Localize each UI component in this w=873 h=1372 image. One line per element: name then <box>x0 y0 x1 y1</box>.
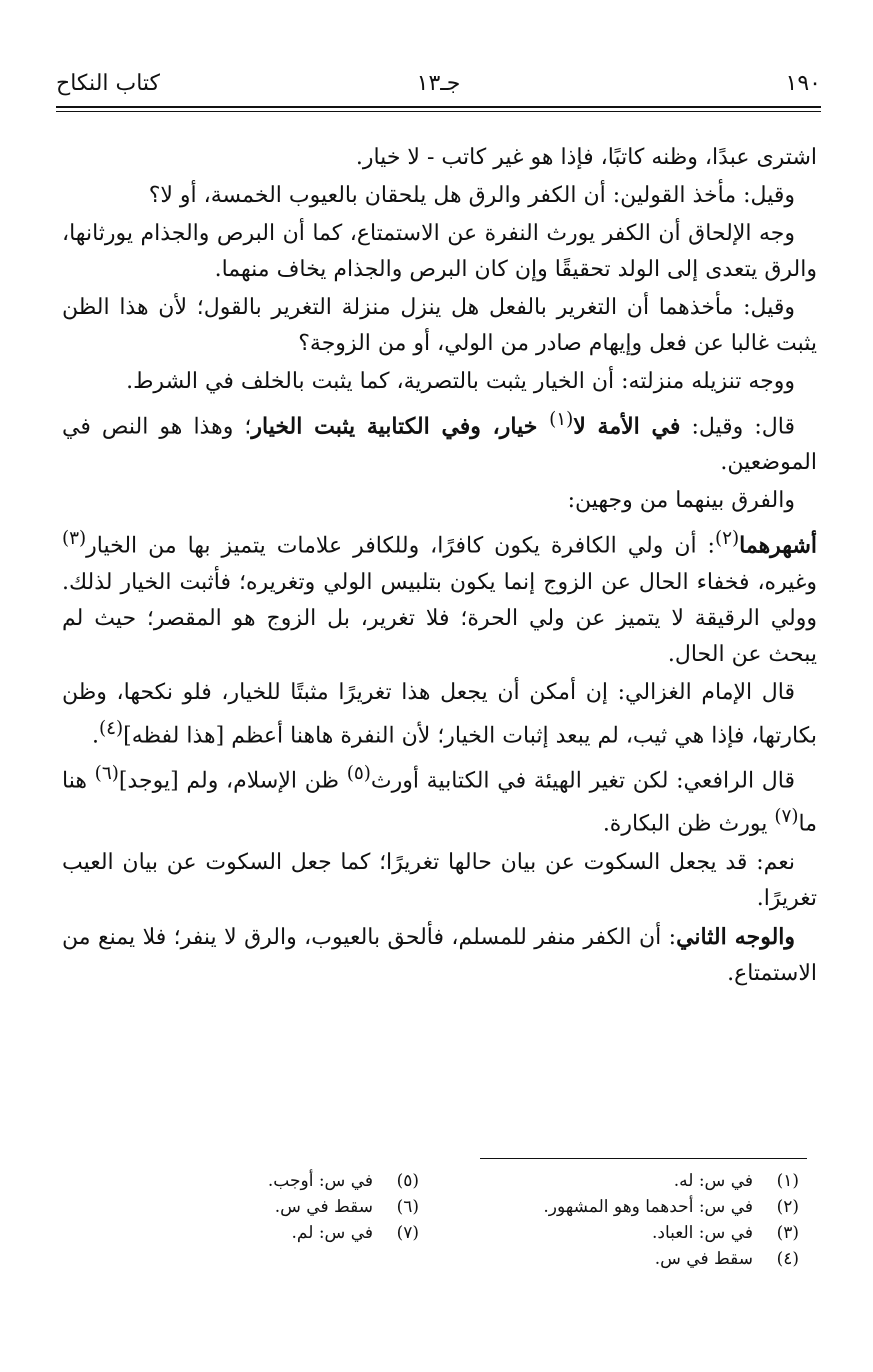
footnote-text: سقط في س. <box>654 1249 753 1269</box>
paragraph-text: قال: وقيل: <box>680 414 795 440</box>
paragraph: وجه الإلحاق أن الكفر يورث النفرة عن الاستمتاع، كما أن البرص والجذام يورثانها، والرق يتعدى إلى الولد تحقيقًا وإن كان البرص والجذام يخاف منهما. <box>62 221 817 282</box>
footnote <box>499 1220 799 1246</box>
book-title: كتاب النكاح <box>56 71 161 96</box>
footnote-ref[interactable]: (٣) <box>62 528 87 550</box>
footnote-ref[interactable]: (٥) <box>346 762 371 784</box>
footnotes <box>170 1168 799 1298</box>
footnote-number: (٧) <box>396 1223 419 1243</box>
footnote-number: (١) <box>776 1171 799 1191</box>
paragraph: ووجه تنزيله منزلته: أن الخيار يثبت بالتصرية، كما يثبت بالخلف في الشرط. <box>126 369 795 394</box>
paragraph-text: هنا ما <box>62 768 817 837</box>
footnote <box>499 1168 799 1194</box>
footnote-text: في س: أحدهما وهو المشهور. <box>543 1197 753 1217</box>
footnote <box>499 1246 799 1272</box>
header-rule <box>56 106 821 108</box>
footnote <box>499 1194 799 1220</box>
paragraph-text: . <box>91 722 99 748</box>
volume-label: جـ١٣ <box>416 71 461 96</box>
footnote-ref[interactable]: (٢) <box>714 528 740 550</box>
paragraph: اشترى عبدًا، وظنه كاتبًا، فإذا هو غير كاتب - لا خيار. <box>355 145 817 170</box>
paragraph: نعم: قد يجعل السكوت عن بيان حالها تغريرًا؛ كما جعل السكوت عن بيان العيب تغريرًا. <box>62 849 817 911</box>
paragraph: وقيل: مأخذ القولين: أن الكفر والرق هل يلحقان بالعيوب الخمسة، أو لا؟ <box>148 183 795 208</box>
paragraph <box>62 919 817 992</box>
footnote-number: (٣) <box>776 1223 799 1243</box>
paragraph <box>62 756 817 843</box>
footnote <box>119 1168 419 1194</box>
paragraph: وقيل: مأخذهما أن التغرير بالفعل هل ينزل منزلة التغرير بالقول؛ لأن هذا الظن يثبت غالبا عن فعل وإيهام صادر من الولي، أو من الزوجة؟ <box>62 295 817 356</box>
footnote-ref[interactable]: (١) <box>549 409 574 430</box>
footnote-number: (٢) <box>776 1197 799 1217</box>
footnote <box>119 1220 419 1246</box>
main-text <box>62 140 817 994</box>
footnote-ref[interactable]: (٧) <box>774 806 799 828</box>
paragraph-text: ظن الإسلام، ولم [يوجد] <box>118 768 347 794</box>
bold-lead: أشهرهما <box>739 532 817 559</box>
footnote-number: (٥) <box>396 1171 419 1191</box>
footnote-column-left <box>119 1168 419 1246</box>
footnote-text: في س: العباد. <box>652 1223 753 1243</box>
quoted-text: خيار، وفي الكتابية يثبت الخيار <box>251 413 550 440</box>
footnote-ref[interactable]: (٦) <box>94 762 119 784</box>
paragraph-text: قال الرافعي: لكن تغير الهيئة في الكتابية أورث <box>370 768 796 794</box>
paragraph <box>62 521 817 672</box>
footnote <box>119 1194 419 1220</box>
footnote-text: في س: له. <box>673 1171 753 1191</box>
footnote-number: (٤) <box>776 1249 799 1269</box>
running-header <box>56 64 821 102</box>
paragraph-text: قال الإمام الغزالي: إن أمكن أن يجعل هذا تغريرًا مثبتًا للخيار، فلو نكحها، وظن بكارتها، فإذا هي ثيب، لم يبعد إثبات الخيار؛ لأن النفرة هاهنا أعظم [هذا لفظه] <box>62 679 817 748</box>
paragraph-text: وغيره، فخفاء الحال عن الزوج إنما يكون بتلبيس الولي وتغريره؛ فأثبت الخيار لذلك. وولي الرقيقة لا يتميز عن ولي الحرة؛ فلا تغرير، بل الزوج هو المقصر؛ حيث لم يبحث عن الحال. <box>62 569 817 667</box>
paragraph <box>62 675 817 754</box>
footnote-number: (٦) <box>396 1197 419 1217</box>
footnote-column-right <box>499 1168 799 1272</box>
footnote-text: سقط في س. <box>274 1197 373 1217</box>
page-number: ١٩٠ <box>785 71 821 96</box>
bold-lead: والوجه الثاني <box>676 923 796 950</box>
footnote-text: في س: لم. <box>291 1223 373 1243</box>
paragraph-text: : أن ولي الكافرة يكون كافرًا، وللكافر علامات يتميز بها من الخيار <box>86 533 715 559</box>
footnote-ref[interactable]: (٤) <box>98 717 124 739</box>
paragraph: والفرق بينهما من وجهين: <box>567 488 795 514</box>
paragraph-text: يورث ظن البكارة. <box>602 811 775 837</box>
paragraph <box>62 402 817 481</box>
footnote-rule <box>480 1158 807 1159</box>
footnote-text: في س: أوجب. <box>267 1171 373 1191</box>
quoted-text: في الأمة لا <box>573 413 681 440</box>
paragraph-text: : أن الكفر منفر للمسلم، فألحق بالعيوب، والرق لا ينفر؛ فلا يمنع من الاستمتاع. <box>62 924 817 986</box>
paragraph-text: ؛ وهذا هو النص في الموضعين. <box>62 414 817 476</box>
header-rule-thin <box>56 111 821 112</box>
